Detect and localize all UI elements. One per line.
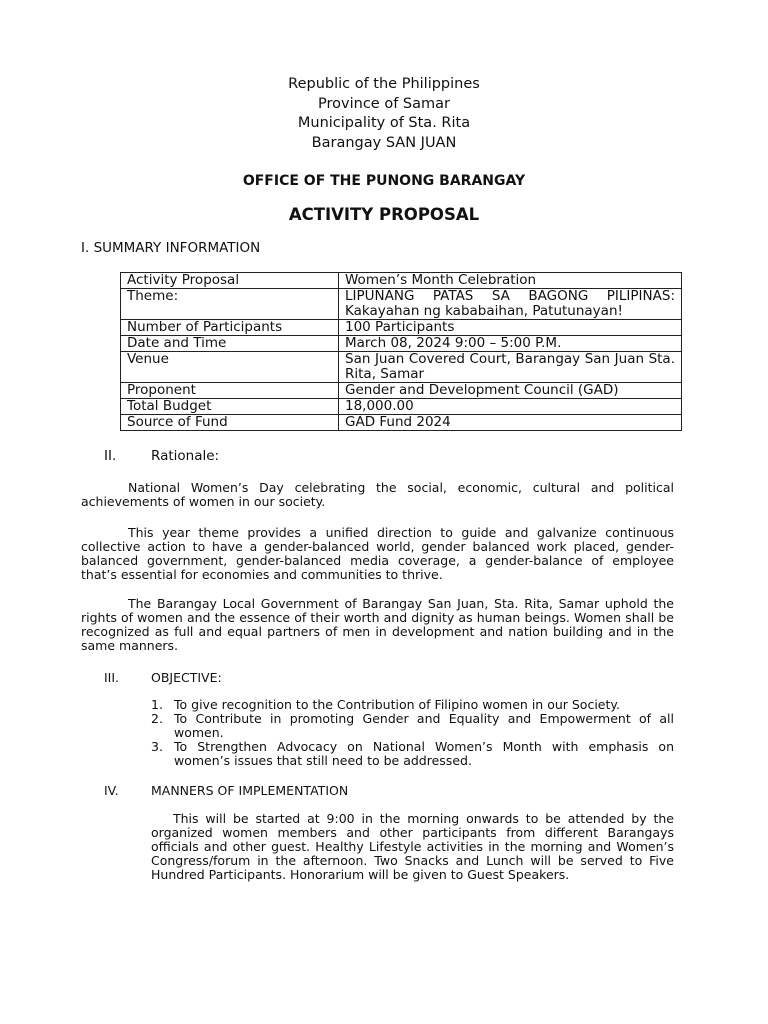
table-row bbox=[121, 273, 682, 289]
table-row bbox=[121, 415, 682, 431]
row-label: Proponent bbox=[121, 383, 339, 399]
list-text: To Strengthen Advocacy on National Women’s Month with emphasis on women’s issues that still need to be addressed. bbox=[174, 739, 674, 768]
row-label: Total Budget bbox=[121, 399, 339, 415]
table-row bbox=[121, 352, 682, 383]
row-value: 100 Participants bbox=[339, 320, 682, 336]
row-value: LIPUNANG PATAS SA BAGONG PILIPINAS: Kakayahan ng kababaihan, Patutunayan! bbox=[339, 289, 682, 320]
row-value: GAD Fund 2024 bbox=[339, 415, 682, 431]
table-row bbox=[121, 289, 682, 320]
section-number: III. bbox=[104, 670, 120, 685]
row-label: Activity Proposal bbox=[121, 273, 339, 289]
implementation-paragraph: This will be started at 9:00 in the morning onwards to be attended by the organized women members and other participants from different Barangays officials and other guest. Healthy Lifestyle activities in the morning and Women’s Congress/forum in the afternoon. Two Snacks and Lunch will be served to Five Hundred Participants. Honorarium will be given to Guest Speakers. bbox=[151, 811, 674, 882]
header-barangay: Barangay SAN JUAN bbox=[311, 134, 457, 151]
list-text: To Contribute in promoting Gender and Equality and Empowerment of all women. bbox=[174, 711, 674, 740]
list-item bbox=[151, 740, 674, 768]
row-value: 18,000.00 bbox=[339, 399, 682, 415]
list-text: To give recognition to the Contribution of Filipino women in our Society. bbox=[174, 697, 620, 712]
list-number: 1. bbox=[151, 697, 163, 712]
list-number: 2. bbox=[151, 711, 163, 726]
list-number: 3. bbox=[151, 739, 163, 754]
section-label: Rationale: bbox=[151, 448, 220, 464]
row-label: Venue bbox=[121, 352, 339, 383]
list-item bbox=[151, 698, 674, 712]
document-title: ACTIVITY PROPOSAL bbox=[288, 205, 480, 224]
section-summary-heading: I. SUMMARY INFORMATION bbox=[81, 240, 261, 256]
header-municipality: Municipality of Sta. Rita bbox=[297, 115, 471, 131]
row-label: Date and Time bbox=[121, 336, 339, 352]
objective-list bbox=[151, 698, 674, 768]
row-label: Source of Fund bbox=[121, 415, 339, 431]
document-header bbox=[0, 75, 768, 153]
table-row bbox=[121, 336, 682, 352]
rationale-paragraph-1: National Women’s Day celebrating the social, economic, cultural and political achievements of women in our society. bbox=[81, 480, 674, 509]
header-province: Province of Samar bbox=[318, 95, 450, 112]
table-row bbox=[121, 320, 682, 336]
list-item bbox=[151, 712, 674, 740]
row-label: Theme: bbox=[121, 289, 339, 320]
rationale-paragraph-3: The Barangay Local Government of Barangay San Juan, Sta. Rita, Samar uphold the rights of women and the essence of their worth and dignity as human beings. Women shall be recognized as full and equal partners of men in development and nation building and in the same manners. bbox=[81, 596, 674, 653]
section-number: IV. bbox=[104, 783, 119, 798]
table-row bbox=[121, 399, 682, 415]
office-title: OFFICE OF THE PUNONG BARANGAY bbox=[242, 173, 526, 189]
row-value: Gender and Development Council (GAD) bbox=[339, 383, 682, 399]
row-value: March 08, 2024 9:00 – 5:00 P.M. bbox=[339, 336, 682, 352]
row-value: Women’s Month Celebration bbox=[339, 273, 682, 289]
rationale-paragraph-2: This year theme provides a unified direction to guide and galvanize continuous collective action to have a gender-balanced world, gender balanced work placed, gender-balanced government, gender-balanced media coverage, a gender-balance of employee that’s essential for economies and communities to thrive. bbox=[81, 525, 674, 582]
row-label: Number of Participants bbox=[121, 320, 339, 336]
section-number: II. bbox=[104, 448, 117, 464]
section-label: OBJECTIVE: bbox=[151, 670, 222, 685]
table-row bbox=[121, 383, 682, 399]
section-label: MANNERS OF IMPLEMENTATION bbox=[151, 783, 349, 798]
row-value: San Juan Covered Court, Barangay San Juan Sta. Rita, Samar bbox=[339, 352, 682, 383]
summary-table bbox=[120, 272, 682, 431]
header-republic: Republic of the Philippines bbox=[288, 76, 480, 92]
